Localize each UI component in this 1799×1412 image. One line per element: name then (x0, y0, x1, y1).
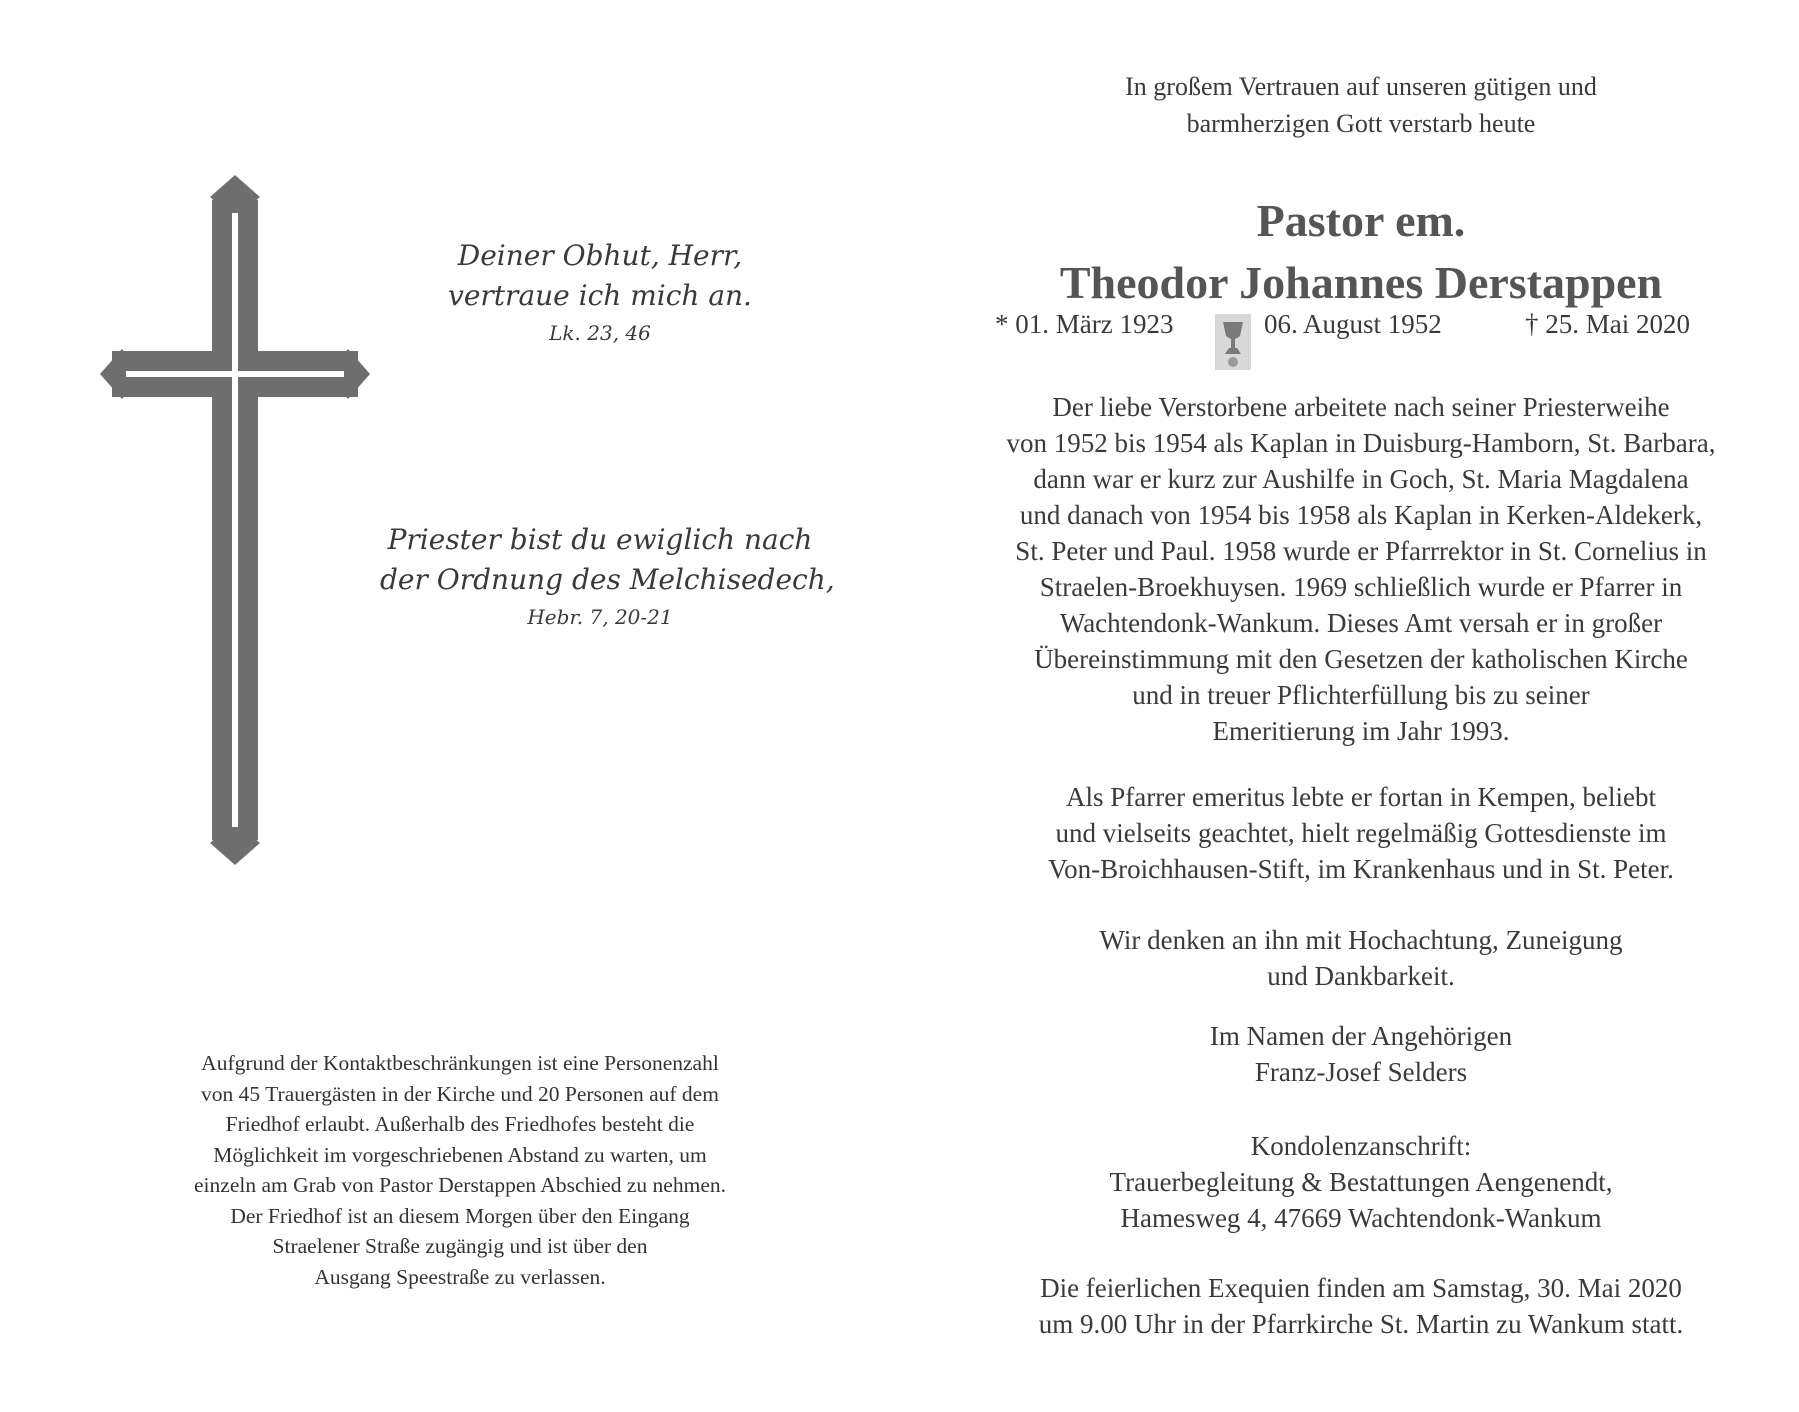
funeral-line: Die feierlichen Exequien finden am Samstag, 30. Mai 2020 (1040, 1273, 1682, 1303)
notice-line: Möglichkeit im vorgeschriebenen Abstand zu warten, um (213, 1142, 707, 1167)
notice-line: Friedhof erlaubt. Außerhalb des Friedhofes besteht die (225, 1112, 695, 1136)
bio-line: und danach von 1954 bis 1958 als Kaplan in Kerken-Aldekerk, (1019, 500, 1703, 530)
signature-line: Im Namen der Angehörigen (1209, 1021, 1513, 1051)
notice-line: von 45 Trauergästen in der Kirche und 20 Personen auf dem (201, 1081, 719, 1106)
quote-line: vertraue ich mich an. (448, 279, 752, 312)
birth-date: * 01. März 1923 (995, 309, 1174, 339)
scripture-quote-luke (420, 236, 780, 348)
quote-line: Priester bist du ewiglich nach (387, 523, 813, 556)
intro-text (935, 68, 1787, 142)
deceased-name: Theodor Johannes Derstappen (1059, 257, 1663, 308)
emeritus-paragraph (935, 779, 1787, 887)
contact-restriction-notice (100, 1048, 820, 1292)
deceased-title: Pastor em. (1256, 195, 1466, 246)
biography (935, 389, 1787, 749)
bio-line: dann war er kurz zur Aushilfe in Goch, St. Maria Magdalena (1033, 464, 1689, 494)
thanks-line: und Dankbarkeit. (1267, 961, 1455, 991)
deceased-heading (935, 190, 1787, 314)
notice-line: Ausgang Speestraße zu verlassen. (314, 1264, 606, 1289)
chalice-icon (1215, 314, 1251, 370)
intro-line: In großem Vertrauen auf unseren gütigen und (1125, 72, 1597, 101)
bio-line: St. Peter und Paul. 1958 wurde er Pfarrrektor in St. Cornelius in (1015, 536, 1707, 566)
signature-name: Franz-Josef Selders (1254, 1057, 1468, 1087)
bio-line: Der liebe Verstorbene arbeitete nach seiner Priesterweihe (1052, 392, 1670, 422)
notice-line: einzeln am Grab von Pastor Derstappen Abschied zu nehmen. (194, 1173, 726, 1197)
quote-reference: Lk. 23, 46 (549, 321, 651, 345)
ordination-date: 06. August 1952 (1264, 309, 1442, 339)
signature-block (935, 1018, 1787, 1090)
quote-reference: Hebr. 7, 20-21 (527, 605, 673, 629)
thanks-paragraph (935, 922, 1787, 994)
bio-line: und in treuer Pflichterfüllung bis zu seiner (1132, 680, 1590, 710)
scripture-quote-hebrews (380, 520, 835, 632)
intro-line: barmherzigen Gott verstarb heute (1186, 109, 1536, 138)
condolence-line: Hamesweg 4, 47669 Wachtendonk-Wankum (1120, 1203, 1602, 1233)
notice-line: Der Friedhof ist an diesem Morgen über den Eingang (230, 1203, 690, 1228)
condolence-address (935, 1128, 1787, 1236)
thanks-line: Wir denken an ihn mit Hochachtung, Zuneigung (1099, 925, 1623, 955)
bio-line: Emeritierung im Jahr 1993. (1212, 716, 1510, 746)
funeral-info (935, 1270, 1787, 1342)
life-dates (935, 306, 1787, 376)
cross-icon (100, 175, 370, 875)
emeritus-line: und vielseits geachtet, hielt regelmäßig Gottesdienste im (1055, 818, 1667, 848)
bio-line: Straelen-Broekhuysen. 1969 schließlich wurde er Pfarrer in (1039, 572, 1683, 602)
bio-line: Übereinstimmung mit den Gesetzen der katholischen Kirche (1034, 644, 1688, 674)
funeral-line: um 9.00 Uhr in der Pfarrkirche St. Martin zu Wankum statt. (1038, 1309, 1684, 1339)
quote-line: der Ordnung des Melchisedech, (380, 563, 835, 596)
notice-line: Aufgrund der Kontaktbeschränkungen ist eine Personenzahl (201, 1051, 719, 1075)
emeritus-line: Als Pfarrer emeritus lebte er fortan in Kempen, beliebt (1065, 782, 1657, 812)
notice-line: Straelener Straße zugängig und ist über den (272, 1234, 648, 1258)
condolence-label: Kondolenzanschrift: (1250, 1131, 1472, 1161)
bio-line: Wachtendonk-Wankum. Dieses Amt versah er in großer (1059, 608, 1663, 638)
quote-line: Deiner Obhut, Herr, (457, 239, 743, 272)
bio-line: von 1952 bis 1954 als Kaplan in Duisburg-Hamborn, St. Barbara, (1006, 428, 1716, 458)
emeritus-line: Von-Broichhausen-Stift, im Krankenhaus und in St. Peter. (1048, 854, 1674, 884)
death-date: † 25. Mai 2020 (1525, 309, 1690, 339)
condolence-line: Trauerbegleitung & Bestattungen Aengenendt, (1109, 1167, 1613, 1197)
